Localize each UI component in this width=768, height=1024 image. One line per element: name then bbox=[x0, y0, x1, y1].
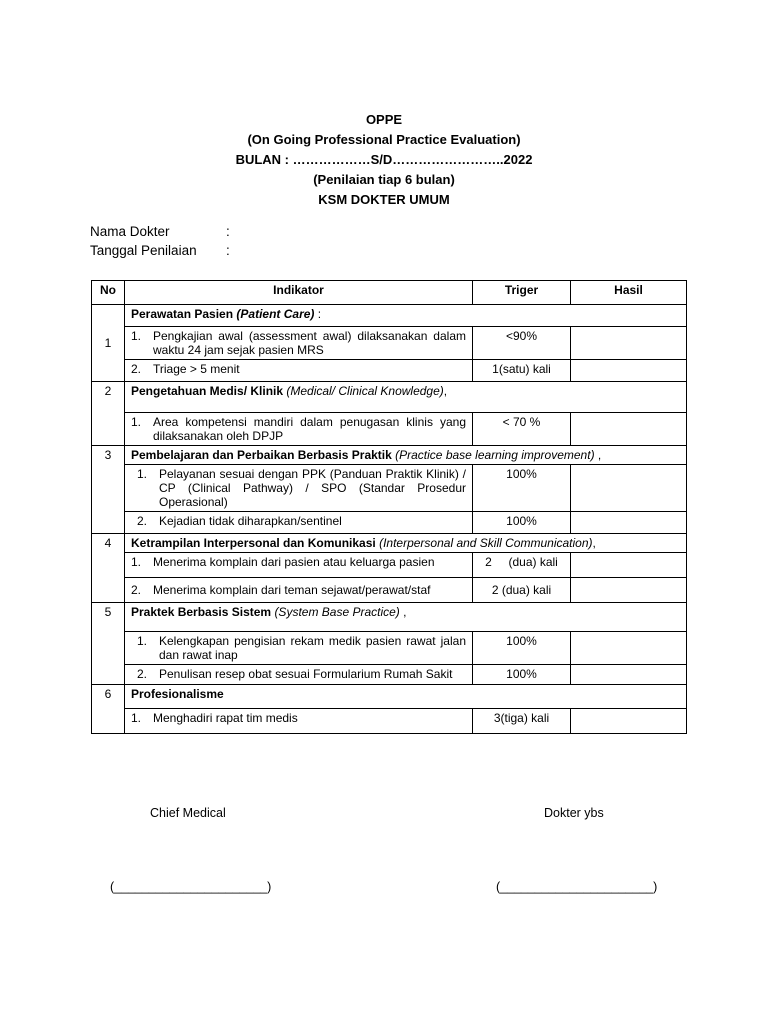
indicator-cell: 2. Triage > 5 menit bbox=[125, 360, 473, 382]
trigger-cell: 100% bbox=[473, 665, 571, 685]
section-row bbox=[92, 534, 687, 553]
trigger-cell: 100% bbox=[473, 632, 571, 665]
signature-right-title: Dokter ybs bbox=[544, 806, 604, 820]
trigger-cell: 1(satu) kali bbox=[473, 360, 571, 382]
result-cell[interactable] bbox=[571, 709, 687, 734]
section-number: 3 bbox=[92, 446, 125, 534]
section-row bbox=[92, 382, 687, 413]
section-title: Praktek Berbasis Sistem (System Base Practice) , bbox=[125, 603, 687, 632]
section-number: 4 bbox=[92, 534, 125, 603]
section-number: 5 bbox=[92, 603, 125, 685]
section-number: 1 bbox=[92, 305, 125, 382]
table-row bbox=[92, 465, 687, 512]
table-row bbox=[92, 578, 687, 603]
assessment-date-row bbox=[90, 243, 230, 258]
signature-right-line: (______________________) bbox=[496, 880, 658, 894]
doc-month-range: BULAN : ………………S/D……………………..2022 bbox=[235, 152, 533, 167]
doctor-name-colon: : bbox=[226, 224, 230, 239]
doctor-name-label: Nama Dokter bbox=[90, 224, 170, 239]
result-cell[interactable] bbox=[571, 413, 687, 446]
result-cell[interactable] bbox=[571, 553, 687, 578]
table-header-row bbox=[92, 281, 687, 305]
signature-left-line: (______________________) bbox=[110, 880, 272, 894]
indicator-cell: 1. Menghadiri rapat tim medis bbox=[125, 709, 473, 734]
doc-title: OPPE bbox=[365, 112, 403, 127]
section-title: Profesionalisme bbox=[125, 685, 687, 709]
doc-period-note: (Penilaian tiap 6 bulan) bbox=[313, 172, 455, 187]
section-title: Perawatan Pasien (Patient Care) : bbox=[125, 305, 687, 327]
trigger-cell: < 70 % bbox=[473, 413, 571, 446]
result-cell[interactable] bbox=[571, 632, 687, 665]
assessment-date-label: Tanggal Penilaian bbox=[90, 243, 197, 258]
section-row bbox=[92, 603, 687, 632]
col-header-indikator: Indikator bbox=[125, 281, 473, 305]
result-cell[interactable] bbox=[571, 465, 687, 512]
table-row bbox=[92, 665, 687, 685]
col-header-hasil: Hasil bbox=[571, 281, 687, 305]
table-row bbox=[92, 327, 687, 360]
indicator-cell: 2. Menerima komplain dari teman sejawat/perawat/staf bbox=[125, 578, 473, 603]
trigger-cell: 3(tiga) kali bbox=[473, 709, 571, 734]
trigger-cell: 100% bbox=[473, 465, 571, 512]
doctor-name-row bbox=[90, 224, 230, 239]
trigger-cell: <90% bbox=[473, 327, 571, 360]
indicator-cell: 1. Area kompetensi mandiri dalam penugasan klinis yang dilaksanakan oleh DPJP bbox=[125, 413, 473, 446]
assessment-date-colon: : bbox=[226, 243, 230, 258]
table-row bbox=[92, 709, 687, 734]
result-cell[interactable] bbox=[571, 665, 687, 685]
section-row bbox=[92, 685, 687, 709]
section-row bbox=[92, 305, 687, 327]
indicator-cell: 2. Penulisan resep obat sesuai Formularium Rumah Sakit bbox=[125, 665, 473, 685]
table-row bbox=[92, 413, 687, 446]
section-row bbox=[92, 446, 687, 465]
indicator-cell: 2. Kejadian tidak diharapkan/sentinel bbox=[125, 512, 473, 534]
table-row bbox=[92, 553, 687, 578]
indicator-cell: 1. Pelayanan sesuai dengan PPK (Panduan Praktik Klinik) / CP (Clinical Pathway) / SPO (Standar Prosedur Operasional) bbox=[125, 465, 473, 512]
section-title: Pembelajaran dan Perbaikan Berbasis Praktik (Practice base learning improvement) , bbox=[125, 446, 687, 465]
trigger-cell: 100% bbox=[473, 512, 571, 534]
table-row bbox=[92, 512, 687, 534]
doc-department: KSM DOKTER UMUM bbox=[318, 192, 450, 207]
result-cell[interactable] bbox=[571, 327, 687, 360]
table-row bbox=[92, 360, 687, 382]
result-cell[interactable] bbox=[571, 512, 687, 534]
doc-subtitle: (On Going Professional Practice Evaluation) bbox=[247, 132, 521, 147]
col-header-triger: Triger bbox=[473, 281, 571, 305]
section-number: 6 bbox=[92, 685, 125, 734]
signature-left-title: Chief Medical bbox=[150, 806, 226, 820]
table-row bbox=[92, 632, 687, 665]
result-cell[interactable] bbox=[571, 578, 687, 603]
section-title: Ketrampilan Interpersonal dan Komunikasi (Interpersonal and Skill Communication), bbox=[125, 534, 687, 553]
indicator-cell: 1. Pengkajian awal (assessment awal) dilaksanakan dalam waktu 24 jam sejak pasien MRS bbox=[125, 327, 473, 360]
document-header bbox=[0, 110, 768, 210]
indicator-table bbox=[91, 280, 687, 734]
trigger-cell: 2 (dua) kali bbox=[473, 553, 571, 578]
col-header-no: No bbox=[92, 281, 125, 305]
trigger-cell: 2 (dua) kali bbox=[473, 578, 571, 603]
indicator-cell: 1. Kelengkapan pengisian rekam medik pasien rawat jalan dan rawat inap bbox=[125, 632, 473, 665]
section-title: Pengetahuan Medis/ Klinik (Medical/ Clinical Knowledge), bbox=[125, 382, 687, 413]
indicator-cell: 1. Menerima komplain dari pasien atau keluarga pasien bbox=[125, 553, 473, 578]
result-cell[interactable] bbox=[571, 360, 687, 382]
section-number: 2 bbox=[92, 382, 125, 446]
